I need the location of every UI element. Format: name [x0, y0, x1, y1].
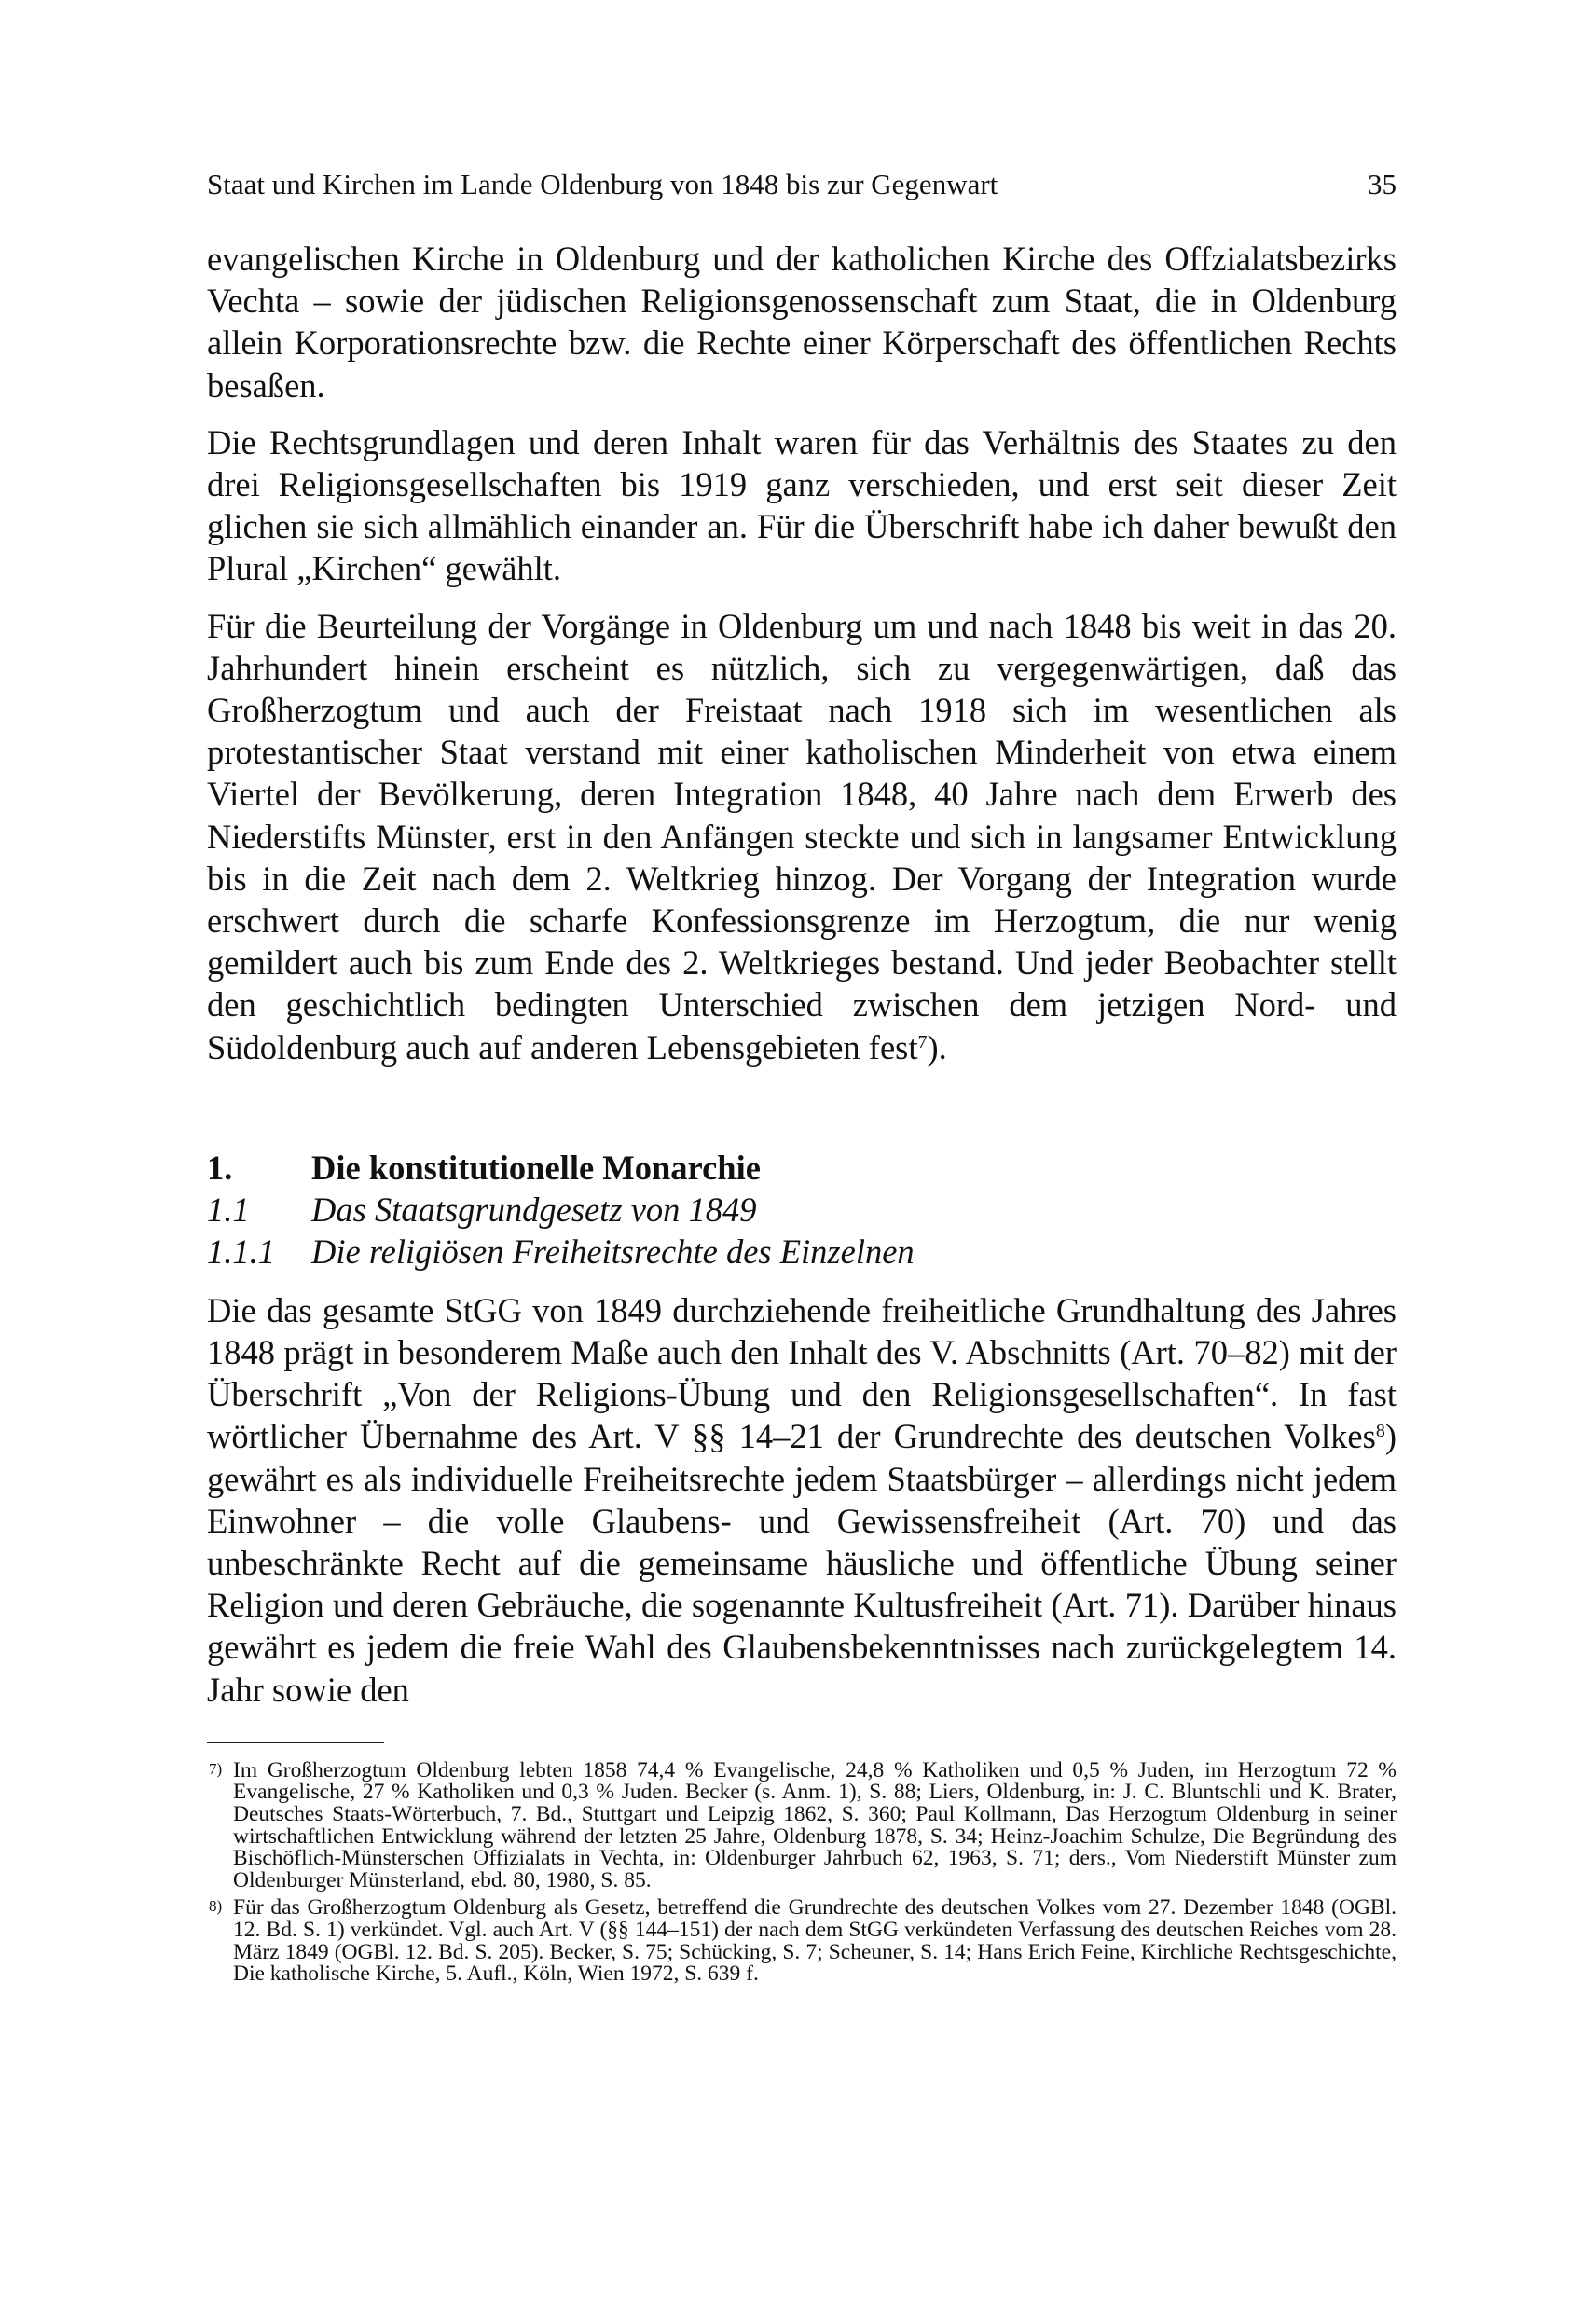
page-content [207, 166, 1396, 1991]
paragraph-text-continued: ) gewährt es als individuelle Freiheitsrechte jedem Staatsbürger – allerdings nicht jedem Einwohner – die volle Glaubens- und Gewissensfreiheit (Art. 70) und das unbeschränkte Recht auf die gemeinsame häusliche und öffentliche Übung seiner Religion und deren Gebräuche, die sogenannte Kultusfreiheit (Art. 71). Darüber hinaus gewährt es jedem die freie Wahl des Glaubensbekenntnisses nach zurückgelegtem 14. Jahr sowie den [207, 1417, 1396, 1709]
footnote [207, 1897, 1396, 1985]
heading-number: 1.1.1 [207, 1232, 275, 1271]
paragraph [207, 605, 1396, 1068]
paragraph-end: ). [927, 1027, 947, 1067]
footnote-mark: 7) [209, 1759, 223, 1778]
heading-number: 1.1 [207, 1190, 250, 1229]
section-text [207, 1289, 1396, 1711]
paragraph [207, 1289, 1396, 1711]
heading-title: Das Staatsgrundgesetz von 1849 [311, 1190, 757, 1229]
running-title: Staat und Kirchen im Lande Oldenburg von 1848 bis zur Gegenwart [207, 168, 998, 200]
page-number: 35 [1368, 168, 1396, 200]
footnote-mark: 8) [209, 1897, 223, 1916]
paragraph: Die Rechtsgrundlagen und deren Inhalt waren für das Verhältnis des Staates zu den drei Religionsgesellschaften bis 1919 ganz verschieden, und erst seit dieser Zeit glichen sie sich allmählich einander an. Für die Überschrift habe ich daher bewußt den Plural „Kirchen“ gewählt. [207, 422, 1396, 588]
paragraph: evangelischen Kirche in Oldenburg und der katholichen Kirche des Offzialatsbezirks Vechta – sowie der jüdischen Religionsgenossenschaft zum Staat, die in Oldenburg allein Korporationsrechte bzw. die Rechte einer Körperschaft des öffentlichen Rechts besaßen. [207, 240, 1396, 405]
paragraph-text: Für die Beurteilung der Vorgänge in Oldenburg um und nach 1848 bis weit in das 20. Jahrhundert hinein erscheint es nützlich, sich zu vergegenwärtigen, daß das Großherzogtum und auch der Freistaat nach 1918 sich im wesentlichen als protestantischer Staat verstand mit einer katholischen Minderheit von etwa einem Viertel der Bevölkerung, deren Integration 1848, 40 Jahre nach dem Erwerb des Niederstifts Münster, erst in den Anfängen steckte und sich in langsamer Entwicklung bis in die Zeit nach dem 2. Weltkrieg hinzog. Der Vorgang der Integration wurde erschwert durch die scharfe Konfessionsgrenze im Herzogtum, die nur wenig gemildert auch bis zum Ende des 2. Weltkrieges bestand. Und jeder Beobachter stellt den geschichtlich bedingten Unterschied zwischen dem jetzigen Nord- und Südoldenburg auch auf anderen Lebensgebieten fest [207, 606, 1396, 1067]
heading-level-1 [207, 1147, 1396, 1189]
section-headings [207, 1147, 1396, 1273]
running-head [207, 166, 1396, 213]
body-text [207, 238, 1396, 1068]
footnote-ref: 8 [1375, 1421, 1385, 1442]
footnote-ref: 7 [917, 1031, 928, 1053]
footnote-text: Im Großherzogtum Oldenburg lebten 1858 74,4 % Evangelische, 24,8 % Katholiken und 0,5 % Juden, im Herzogtum 72 % Evangelische, 27 % Katholiken und 0,3 % Juden. Becker (s. Anm. 1), S. 88; Liers, Oldenburg, in: J. C. Bluntschli und K. Brater, Deutsches Staats-Wörterbuch, 7. Bd., Stuttgart und Leipzig 1862, S. 360; Paul Kollmann, Das Herzogtum Oldenburg in seiner wirtschaftlichen Entwicklung während der letzten 25 Jahre, Oldenburg 1878, S. 34; Heinz-Joachim Schulze, Die Begründung des Bischöflich-Münsterschen Offizialats in Vechta, in: Oldenburger Jahrbuch 62, 1963, S. 71; ders., Vom Niederstift Münster zum Oldenburger Münsterland, ebd. 80, 1980, S. 85. [233, 1757, 1396, 1892]
footnotes [207, 1757, 1396, 1987]
heading-title: Die religiösen Freiheitsrechte des Einzelnen [311, 1232, 915, 1271]
footnote-text: Für das Großherzogtum Oldenburg als Gesetz, betreffend die Grundrechte des deutschen Volkes vom 27. Dezember 1848 (OGBl. 12. Bd. S. 1) verkündet. Vgl. auch Art. V (§§ 144–151) der nach dem StGG verkündeten Verfassung des deutschen Reiches vom 28. März 1849 (OGBl. 12. Bd. S. 205). Becker, S. 75; Schücking, S. 7; Scheuner, S. 14; Hans Erich Feine, Kirchliche Rechtsgeschichte, Die katholische Kirche, 5. Aufl., Köln, Wien 1972, S. 639 f. [233, 1895, 1396, 1987]
footnote-divider [207, 1742, 384, 1743]
heading-title: Die konstitutionelle Monarchie [311, 1148, 761, 1187]
heading-level-2 [207, 1189, 1396, 1231]
footnote [207, 1757, 1396, 1892]
heading-number: 1. [207, 1148, 233, 1187]
paragraph-text: Die das gesamte StGG von 1849 durchziehende freiheitliche Grundhaltung des Jahres 1848 prägt in besonderem Maße auch den Inhalt des V. Abschnitts (Art. 70–82) mit der Überschrift „Von der Religions-Übung und den Religionsgesellschaften“. In fast wörtlicher Übernahme des Art. V §§ 14–21 der Grundrechte des deutschen Volkes [207, 1290, 1396, 1456]
heading-level-3 [207, 1231, 1396, 1273]
